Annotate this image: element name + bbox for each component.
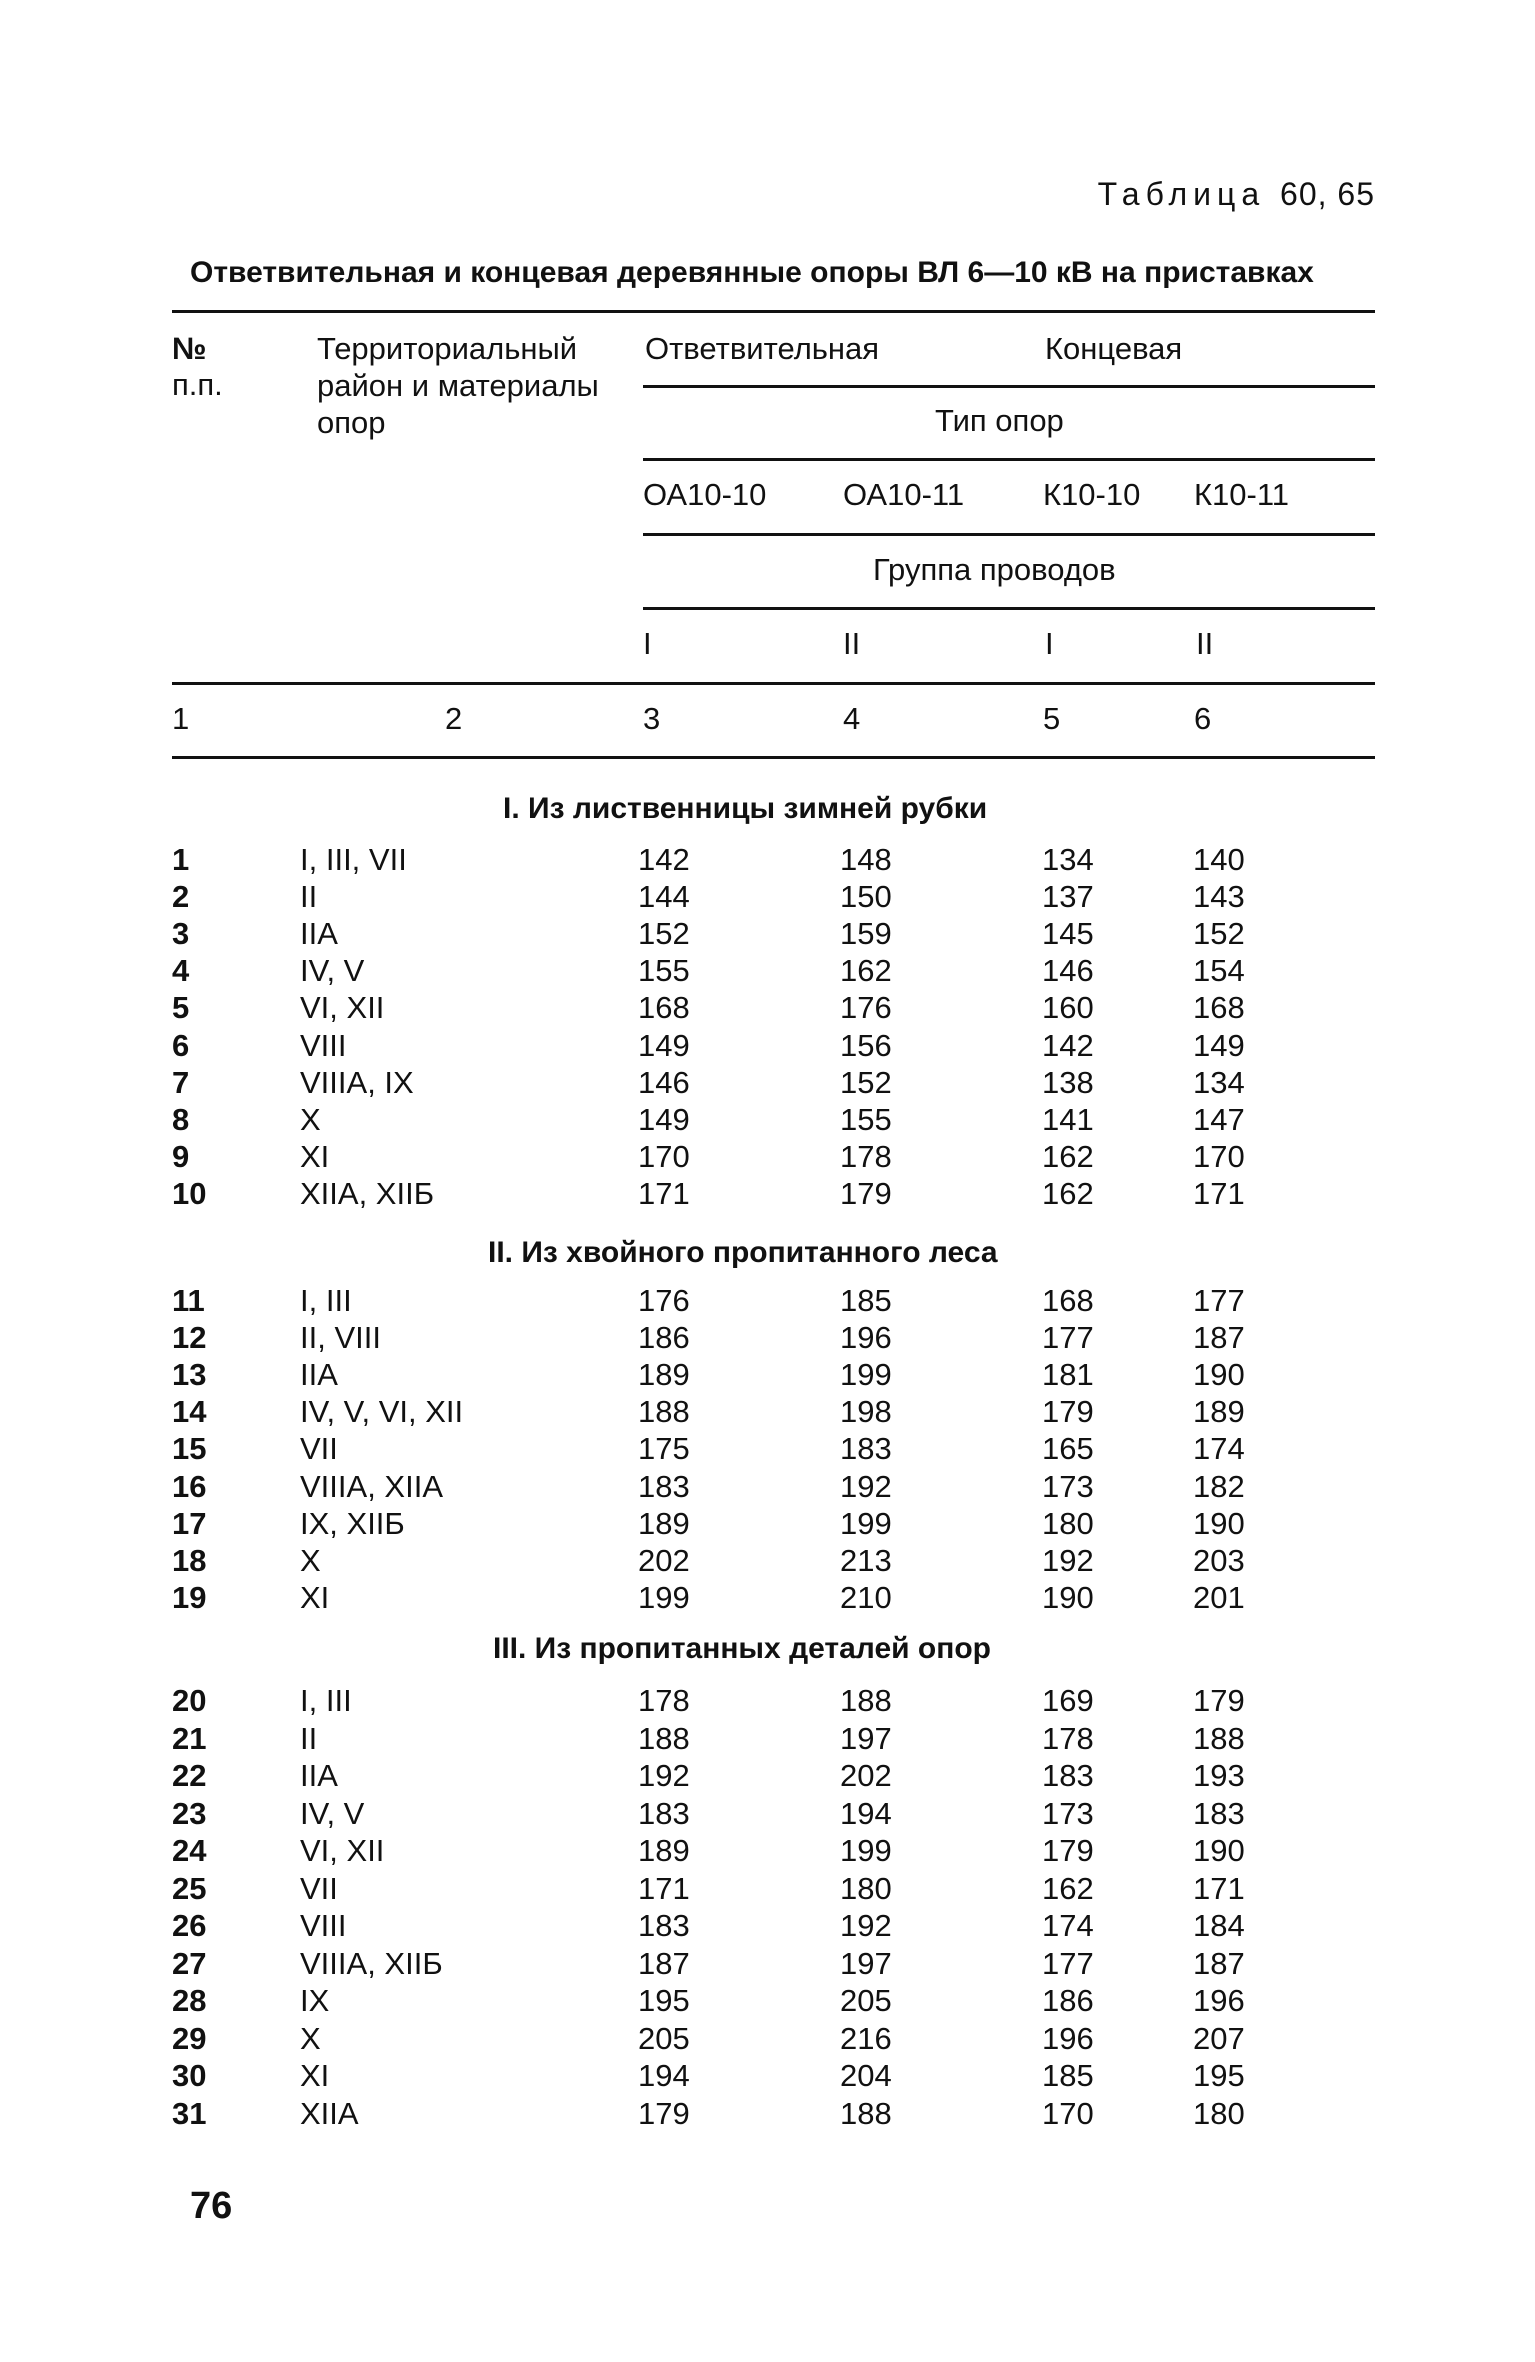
row-number: 17 xyxy=(172,1506,207,1541)
row-region: II xyxy=(300,1721,318,1756)
row-number: 5 xyxy=(172,990,190,1025)
table-caption: Ответвительная и концевая деревянные опоры ВЛ 6—10 кВ на приставках xyxy=(190,256,1314,289)
row-value-col4: 198 xyxy=(840,1394,892,1429)
row-value-col3: 189 xyxy=(638,1357,690,1392)
row-value-col5: 173 xyxy=(1042,1796,1094,1831)
row-value-col3: 170 xyxy=(638,1139,690,1174)
row-value-col5: 179 xyxy=(1042,1394,1094,1429)
row-value-col5: 138 xyxy=(1042,1065,1094,1100)
row-value-col4: 180 xyxy=(840,1871,892,1906)
row-value-col6: 154 xyxy=(1193,953,1245,988)
row-region: IV, V, VI, XII xyxy=(300,1394,464,1429)
row-value-col6: 207 xyxy=(1193,2021,1245,2056)
row-value-col5: 134 xyxy=(1042,842,1094,877)
row-number: 23 xyxy=(172,1796,207,1831)
table-label-numbers: 60, 65 xyxy=(1280,176,1375,212)
header-support-type: Тип опор xyxy=(935,403,1064,438)
section-title: III. Из пропитанных деталей опор xyxy=(493,1632,992,1665)
row-value-col3: 179 xyxy=(638,2096,690,2131)
row-value-col4: 202 xyxy=(840,1758,892,1793)
row-region: VII xyxy=(300,1431,338,1466)
header-territory-line2: район и материалы xyxy=(317,368,599,403)
row-value-col5: 177 xyxy=(1042,1946,1094,1981)
row-value-col6: 196 xyxy=(1193,1983,1245,2018)
row-value-col3: 195 xyxy=(638,1983,690,2018)
row-number: 25 xyxy=(172,1871,207,1906)
row-value-col3: 175 xyxy=(638,1431,690,1466)
row-value-col3: 194 xyxy=(638,2058,690,2093)
row-region: X xyxy=(300,1102,321,1137)
row-number: 30 xyxy=(172,2058,207,2093)
header-rule-colnums-bottom xyxy=(172,756,1375,759)
row-value-col6: 170 xyxy=(1193,1139,1245,1174)
page-number: 76 xyxy=(190,2185,233,2227)
row-value-col3: 176 xyxy=(638,1283,690,1318)
row-region: VIII xyxy=(300,1908,347,1943)
header-rule-type xyxy=(643,385,1375,388)
row-value-col6: 190 xyxy=(1193,1833,1245,1868)
row-value-col4: 204 xyxy=(840,2058,892,2093)
row-value-col6: 201 xyxy=(1193,1580,1245,1615)
row-value-col4: 150 xyxy=(840,879,892,914)
row-value-col4: 178 xyxy=(840,1139,892,1174)
row-value-col5: 141 xyxy=(1042,1102,1094,1137)
row-value-col3: 144 xyxy=(638,879,690,914)
row-region: IX xyxy=(300,1983,330,2018)
row-region: VIIIA, XIIБ xyxy=(300,1946,443,1981)
row-value-col3: 146 xyxy=(638,1065,690,1100)
row-number: 9 xyxy=(172,1139,190,1174)
header-group-4: II xyxy=(1196,626,1214,661)
row-value-col6: 147 xyxy=(1193,1102,1245,1137)
row-value-col3: 188 xyxy=(638,1721,690,1756)
row-value-col4: 179 xyxy=(840,1176,892,1211)
row-value-col6: 168 xyxy=(1193,990,1245,1025)
header-type-3: К10-10 xyxy=(1043,477,1141,512)
row-value-col3: 178 xyxy=(638,1683,690,1718)
row-value-col4: 176 xyxy=(840,990,892,1025)
row-region: VII xyxy=(300,1871,338,1906)
header-wire-group: Группа проводов xyxy=(873,552,1116,587)
row-value-col6: 180 xyxy=(1193,2096,1245,2131)
row-value-col4: 197 xyxy=(840,1721,892,1756)
row-value-col5: 192 xyxy=(1042,1543,1094,1578)
row-number: 29 xyxy=(172,2021,207,2056)
row-value-col4: 192 xyxy=(840,1469,892,1504)
row-value-col4: 185 xyxy=(840,1283,892,1318)
header-group-2: II xyxy=(843,626,861,661)
header-territory-line1: Территориальный xyxy=(317,331,578,366)
row-value-col6: 184 xyxy=(1193,1908,1245,1943)
row-value-col4: 216 xyxy=(840,2021,892,2056)
row-value-col6: 134 xyxy=(1193,1065,1245,1100)
row-value-col6: 187 xyxy=(1193,1320,1245,1355)
row-region: VI, XII xyxy=(300,1833,385,1868)
row-value-col4: 197 xyxy=(840,1946,892,1981)
row-value-col3: 171 xyxy=(638,1176,690,1211)
row-number: 4 xyxy=(172,953,190,988)
row-region: XIIA xyxy=(300,2096,359,2131)
row-value-col6: 188 xyxy=(1193,1721,1245,1756)
row-number: 11 xyxy=(172,1283,205,1318)
row-region: VIIIA, IX xyxy=(300,1065,414,1100)
row-number: 6 xyxy=(172,1028,190,1063)
row-value-col4: 155 xyxy=(840,1102,892,1137)
row-number: 28 xyxy=(172,1983,207,2018)
row-value-col3: 149 xyxy=(638,1028,690,1063)
row-number: 15 xyxy=(172,1431,207,1466)
row-value-col3: 189 xyxy=(638,1833,690,1868)
row-value-col6: 183 xyxy=(1193,1796,1245,1831)
col-number-2: 2 xyxy=(445,701,463,736)
row-value-col6: 171 xyxy=(1193,1871,1245,1906)
row-value-col6: 140 xyxy=(1193,842,1245,877)
header-type-4: К10-11 xyxy=(1194,477,1290,512)
row-value-col4: 192 xyxy=(840,1908,892,1943)
row-value-col3: 152 xyxy=(638,916,690,951)
row-value-col3: 187 xyxy=(638,1946,690,1981)
row-number: 24 xyxy=(172,1833,207,1868)
row-region: IIA xyxy=(300,1758,338,1793)
row-value-col4: 213 xyxy=(840,1543,892,1578)
row-region: II xyxy=(300,879,318,914)
row-region: X xyxy=(300,2021,321,2056)
row-number: 10 xyxy=(172,1176,207,1211)
row-value-col5: 168 xyxy=(1042,1283,1094,1318)
row-value-col5: 177 xyxy=(1042,1320,1094,1355)
header-branch: Ответвительная xyxy=(645,331,880,366)
row-value-col5: 178 xyxy=(1042,1721,1094,1756)
row-number: 18 xyxy=(172,1543,207,1578)
row-value-col6: 189 xyxy=(1193,1394,1245,1429)
row-region: I, III, VII xyxy=(300,842,407,877)
row-value-col4: 183 xyxy=(840,1431,892,1466)
row-value-col6: 203 xyxy=(1193,1543,1245,1578)
row-value-col3: 183 xyxy=(638,1796,690,1831)
row-value-col6: 149 xyxy=(1193,1028,1245,1063)
row-value-col4: 199 xyxy=(840,1506,892,1541)
row-number: 2 xyxy=(172,879,190,914)
row-value-col4: 196 xyxy=(840,1320,892,1355)
row-value-col5: 142 xyxy=(1042,1028,1094,1063)
header-type-1: ОА10-10 xyxy=(643,477,767,512)
row-value-col4: 159 xyxy=(840,916,892,951)
row-number: 13 xyxy=(172,1357,207,1392)
row-value-col5: 162 xyxy=(1042,1139,1094,1174)
section-title: II. Из хвойного пропитанного леса xyxy=(488,1236,998,1269)
row-value-col5: 186 xyxy=(1042,1983,1094,2018)
row-value-col4: 205 xyxy=(840,1983,892,2018)
row-value-col3: 168 xyxy=(638,990,690,1025)
row-value-col4: 162 xyxy=(840,953,892,988)
section-title: I. Из лиственницы зимней рубки xyxy=(503,792,988,825)
row-value-col3: 171 xyxy=(638,1871,690,1906)
row-value-col6: 179 xyxy=(1193,1683,1245,1718)
row-value-col5: 137 xyxy=(1042,879,1094,914)
row-value-col4: 156 xyxy=(840,1028,892,1063)
row-value-col4: 199 xyxy=(840,1833,892,1868)
row-region: IV, V xyxy=(300,1796,365,1831)
col-number-6: 6 xyxy=(1194,701,1212,736)
row-value-col5: 174 xyxy=(1042,1908,1094,1943)
table-label xyxy=(1098,176,1375,213)
row-value-col5: 160 xyxy=(1042,990,1094,1025)
row-value-col3: 142 xyxy=(638,842,690,877)
row-value-col6: 190 xyxy=(1193,1506,1245,1541)
row-value-col3: 199 xyxy=(638,1580,690,1615)
row-value-col6: 190 xyxy=(1193,1357,1245,1392)
row-region: IX, XIIБ xyxy=(300,1506,405,1541)
row-value-col6: 171 xyxy=(1193,1176,1245,1211)
row-value-col3: 183 xyxy=(638,1469,690,1504)
row-number: 19 xyxy=(172,1580,207,1615)
header-num-symbol: № xyxy=(172,331,207,366)
header-end: Концевая xyxy=(1045,331,1183,366)
row-value-col3: 155 xyxy=(638,953,690,988)
row-region: XI xyxy=(300,2058,330,2093)
row-number: 3 xyxy=(172,916,190,951)
row-value-col5: 181 xyxy=(1042,1357,1094,1392)
header-rule-groups xyxy=(643,607,1375,610)
col-number-5: 5 xyxy=(1043,701,1061,736)
row-number: 16 xyxy=(172,1469,207,1504)
row-region: VIII xyxy=(300,1028,347,1063)
row-value-col3: 189 xyxy=(638,1506,690,1541)
row-value-col5: 146 xyxy=(1042,953,1094,988)
row-number: 21 xyxy=(172,1721,207,1756)
row-value-col5: 145 xyxy=(1042,916,1094,951)
row-number: 31 xyxy=(172,2096,207,2131)
row-value-col3: 205 xyxy=(638,2021,690,2056)
row-number: 12 xyxy=(172,1320,207,1355)
row-region: XIIA, XIIБ xyxy=(300,1176,435,1211)
row-value-col4: 152 xyxy=(840,1065,892,1100)
row-number: 26 xyxy=(172,1908,207,1943)
row-value-col6: 177 xyxy=(1193,1283,1245,1318)
row-number: 1 xyxy=(172,842,190,877)
row-region: IV, V xyxy=(300,953,365,988)
row-value-col6: 195 xyxy=(1193,2058,1245,2093)
header-territory-line3: опор xyxy=(317,405,386,440)
header-num-abbrev: п.п. xyxy=(172,367,223,402)
row-region: VI, XII xyxy=(300,990,385,1025)
row-value-col6: 152 xyxy=(1193,916,1245,951)
row-value-col5: 169 xyxy=(1042,1683,1094,1718)
row-value-col5: 170 xyxy=(1042,2096,1094,2131)
row-value-col5: 165 xyxy=(1042,1431,1094,1466)
row-number: 8 xyxy=(172,1102,190,1137)
row-region: I, III xyxy=(300,1283,352,1318)
header-group-1: I xyxy=(643,626,652,661)
row-region: II, VIII xyxy=(300,1320,381,1355)
row-region: IIA xyxy=(300,916,338,951)
row-value-col5: 185 xyxy=(1042,2058,1094,2093)
row-number: 14 xyxy=(172,1394,207,1429)
row-value-col4: 194 xyxy=(840,1796,892,1831)
row-region: XI xyxy=(300,1139,330,1174)
row-region: I, III xyxy=(300,1683,352,1718)
row-value-col5: 190 xyxy=(1042,1580,1094,1615)
header-rule-colnums-top xyxy=(172,682,1375,685)
header-top-rule xyxy=(172,310,1375,313)
row-value-col4: 188 xyxy=(840,2096,892,2131)
row-value-col4: 148 xyxy=(840,842,892,877)
row-region: IIA xyxy=(300,1357,338,1392)
header-rule-models xyxy=(643,458,1375,461)
header-rule-group xyxy=(643,533,1375,536)
col-number-1: 1 xyxy=(172,701,190,736)
row-number: 20 xyxy=(172,1683,207,1718)
row-value-col6: 143 xyxy=(1193,879,1245,914)
header-type-2: ОА10-11 xyxy=(843,477,965,512)
row-value-col6: 193 xyxy=(1193,1758,1245,1793)
row-value-col3: 202 xyxy=(638,1543,690,1578)
row-value-col6: 174 xyxy=(1193,1431,1245,1466)
row-value-col5: 173 xyxy=(1042,1469,1094,1504)
row-value-col5: 196 xyxy=(1042,2021,1094,2056)
row-number: 7 xyxy=(172,1065,190,1100)
row-value-col3: 183 xyxy=(638,1908,690,1943)
row-value-col4: 199 xyxy=(840,1357,892,1392)
col-number-4: 4 xyxy=(843,701,861,736)
row-number: 27 xyxy=(172,1946,207,1981)
row-value-col6: 187 xyxy=(1193,1946,1245,1981)
row-value-col5: 162 xyxy=(1042,1871,1094,1906)
header-group-3: I xyxy=(1045,626,1054,661)
row-region: X xyxy=(300,1543,321,1578)
row-value-col6: 182 xyxy=(1193,1469,1245,1504)
table-label-word: Таблица xyxy=(1097,176,1266,212)
row-value-col5: 183 xyxy=(1042,1758,1094,1793)
row-value-col4: 210 xyxy=(840,1580,892,1615)
row-value-col5: 162 xyxy=(1042,1176,1094,1211)
row-value-col3: 192 xyxy=(638,1758,690,1793)
row-region: XI xyxy=(300,1580,330,1615)
row-region: VIIIA, XIIA xyxy=(300,1469,443,1504)
row-value-col5: 180 xyxy=(1042,1506,1094,1541)
row-value-col5: 179 xyxy=(1042,1833,1094,1868)
col-number-3: 3 xyxy=(643,701,661,736)
row-value-col3: 188 xyxy=(638,1394,690,1429)
row-value-col4: 188 xyxy=(840,1683,892,1718)
row-value-col3: 149 xyxy=(638,1102,690,1137)
row-number: 22 xyxy=(172,1758,207,1793)
row-value-col3: 186 xyxy=(638,1320,690,1355)
